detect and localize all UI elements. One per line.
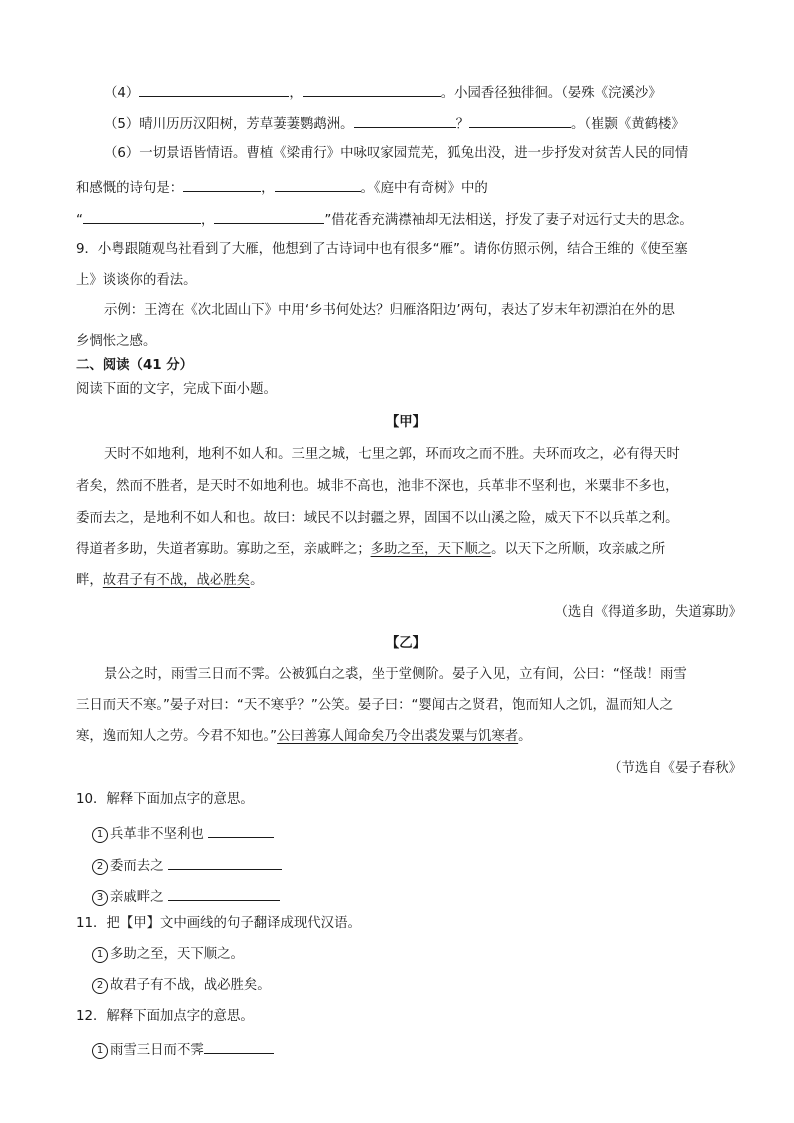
passage-yi-line: 三日而天不寒。”晏子对曰：“天不寒乎？”公笑。晏子曰：“婴闻古之贤君，饱而知人之饥，温而知人之 (76, 698, 673, 713)
passage-jia-line: 者矣，然而不胜者，是天时不如地利也。城非不高也，池非不深也，兵革非不坚利也，米粟非不多也， (76, 479, 679, 494)
answer-blank[interactable] (275, 176, 361, 192)
passage-jia-line: 委而去之，是地利不如人和也。故曰：域民不以封疆之界，固国不以山溪之险，威天下不以兵革之利。 (76, 511, 679, 526)
section-intro: 阅读下面的文字，完成下面小题。 (76, 382, 277, 397)
passage-jia-source: （选自《得道多助，失道寡助》 (554, 605, 742, 620)
passage-yi-line: 景公之时，雨雪三日而不霁。公被狐白之裘，坐于堂侧阶。晏子入见，立有间，公曰：“怪哉！雨雪 (104, 667, 687, 682)
q12-title: 12．解释下面加点字的意思。 (76, 1009, 254, 1024)
q9-line2: 上》谈谈你的看法。 (76, 273, 197, 288)
q10-item: 3 亲戚畔之 (92, 885, 752, 908)
answer-blank[interactable] (469, 112, 571, 128)
circled-number: 3 (92, 890, 108, 906)
section-title: 二、阅读（41 分） (76, 358, 194, 373)
passage-yi-line: 寒，逸而知人之劳。今君不知也。”公曰善寡人闻命矣乃令出裘发粟与饥寒者。 (76, 729, 532, 744)
circled-number: 2 (92, 978, 108, 994)
passage-jia-line: 得道者多助，失道者寡助。寡助之至，亲戚畔之；多助之至，天下顺之。以天下之所顺，攻亲戚之所 (76, 542, 666, 557)
answer-blank[interactable] (183, 176, 261, 192)
circled-number: 1 (92, 947, 108, 963)
answer-blank[interactable] (214, 208, 324, 224)
answer-blank[interactable] (354, 112, 456, 128)
passage-yi-title: 【乙】 (385, 636, 427, 651)
poem-q4: （4） ， 。小园香径独徘徊。（晏殊《浣溪沙》 (104, 81, 736, 104)
underlined-sentence: 故君子有不战，战必胜矣 (102, 573, 251, 588)
circled-number: 1 (92, 1043, 108, 1059)
q10-title: 10．解释下面加点字的意思。 (76, 792, 254, 807)
answer-blank[interactable] (204, 1038, 274, 1054)
poem-q6-line1: （6）一切景语皆情语。曹植《梁甫行》中咏叹家园荒芜，狐兔出没，进一步抒发对贫苦人民的同情 (104, 146, 689, 161)
q11-item: 2 故君子有不战，战必胜矣。 (92, 976, 752, 996)
q9-line1: 9．小粤跟随观鸟社看到了大雁，他想到了古诗词中也有很多“雁”。请你仿照示例，结合王维的《使至塞 (76, 242, 688, 257)
q10-item: 1 兵革非不坚利也 (92, 822, 752, 845)
q4-number: （4） (104, 86, 140, 101)
q11-title: 11．把【甲】文中画线的句子翻译成现代汉语。 (76, 916, 361, 931)
underlined-sentence: 公曰善寡人闻命矣乃令出裘发粟与饥寒者 (277, 729, 519, 744)
answer-blank[interactable] (168, 854, 282, 870)
circled-number: 1 (92, 827, 108, 843)
answer-blank[interactable] (208, 822, 274, 838)
q11-item: 1 多助之至，天下顺之。 (92, 945, 752, 965)
answer-blank[interactable] (139, 81, 289, 97)
underlined-sentence: 多助之至，天下顺之 (370, 542, 492, 557)
passage-yi-source: （节选自《晏子春秋》 (608, 761, 742, 776)
answer-blank[interactable] (303, 81, 441, 97)
q10-item: 2 委而去之 (92, 854, 752, 877)
q12-item: 1 雨雪三日而不霁 (92, 1038, 752, 1061)
answer-blank[interactable] (168, 885, 280, 901)
poem-q6-line2: 和感慨的诗句是： ， 。《庭中有奇树》中的 (76, 176, 736, 199)
passage-jia-line: 畔，故君子有不战，战必胜矣。 (76, 573, 264, 588)
answer-blank[interactable] (83, 208, 201, 224)
circled-number: 2 (92, 859, 108, 875)
poem-q5: （5）晴川历历汉阳树，芳草萋萋鹦鹉洲。 ？ 。（崔颢《黄鹤楼》 (104, 112, 736, 135)
poem-q6-line3: “ ， ”借花香充满襟袖却无法相送，抒发了妻子对远行丈夫的思念。 (76, 208, 736, 231)
q9-example-line1: 示例：王湾在《次北固山下》中用‘乡书何处达？归雁洛阳边’两句，表达了岁末年初漂泊在外的思 (104, 303, 675, 318)
passage-jia-title: 【甲】 (385, 415, 427, 430)
passage-jia-line: 天时不如地利，地利不如人和。三里之城，七里之郭，环而攻之而不胜。夫环而攻之，必有得天时 (104, 447, 680, 462)
q9-example-line2: 乡惆怅之感。 (76, 334, 157, 349)
